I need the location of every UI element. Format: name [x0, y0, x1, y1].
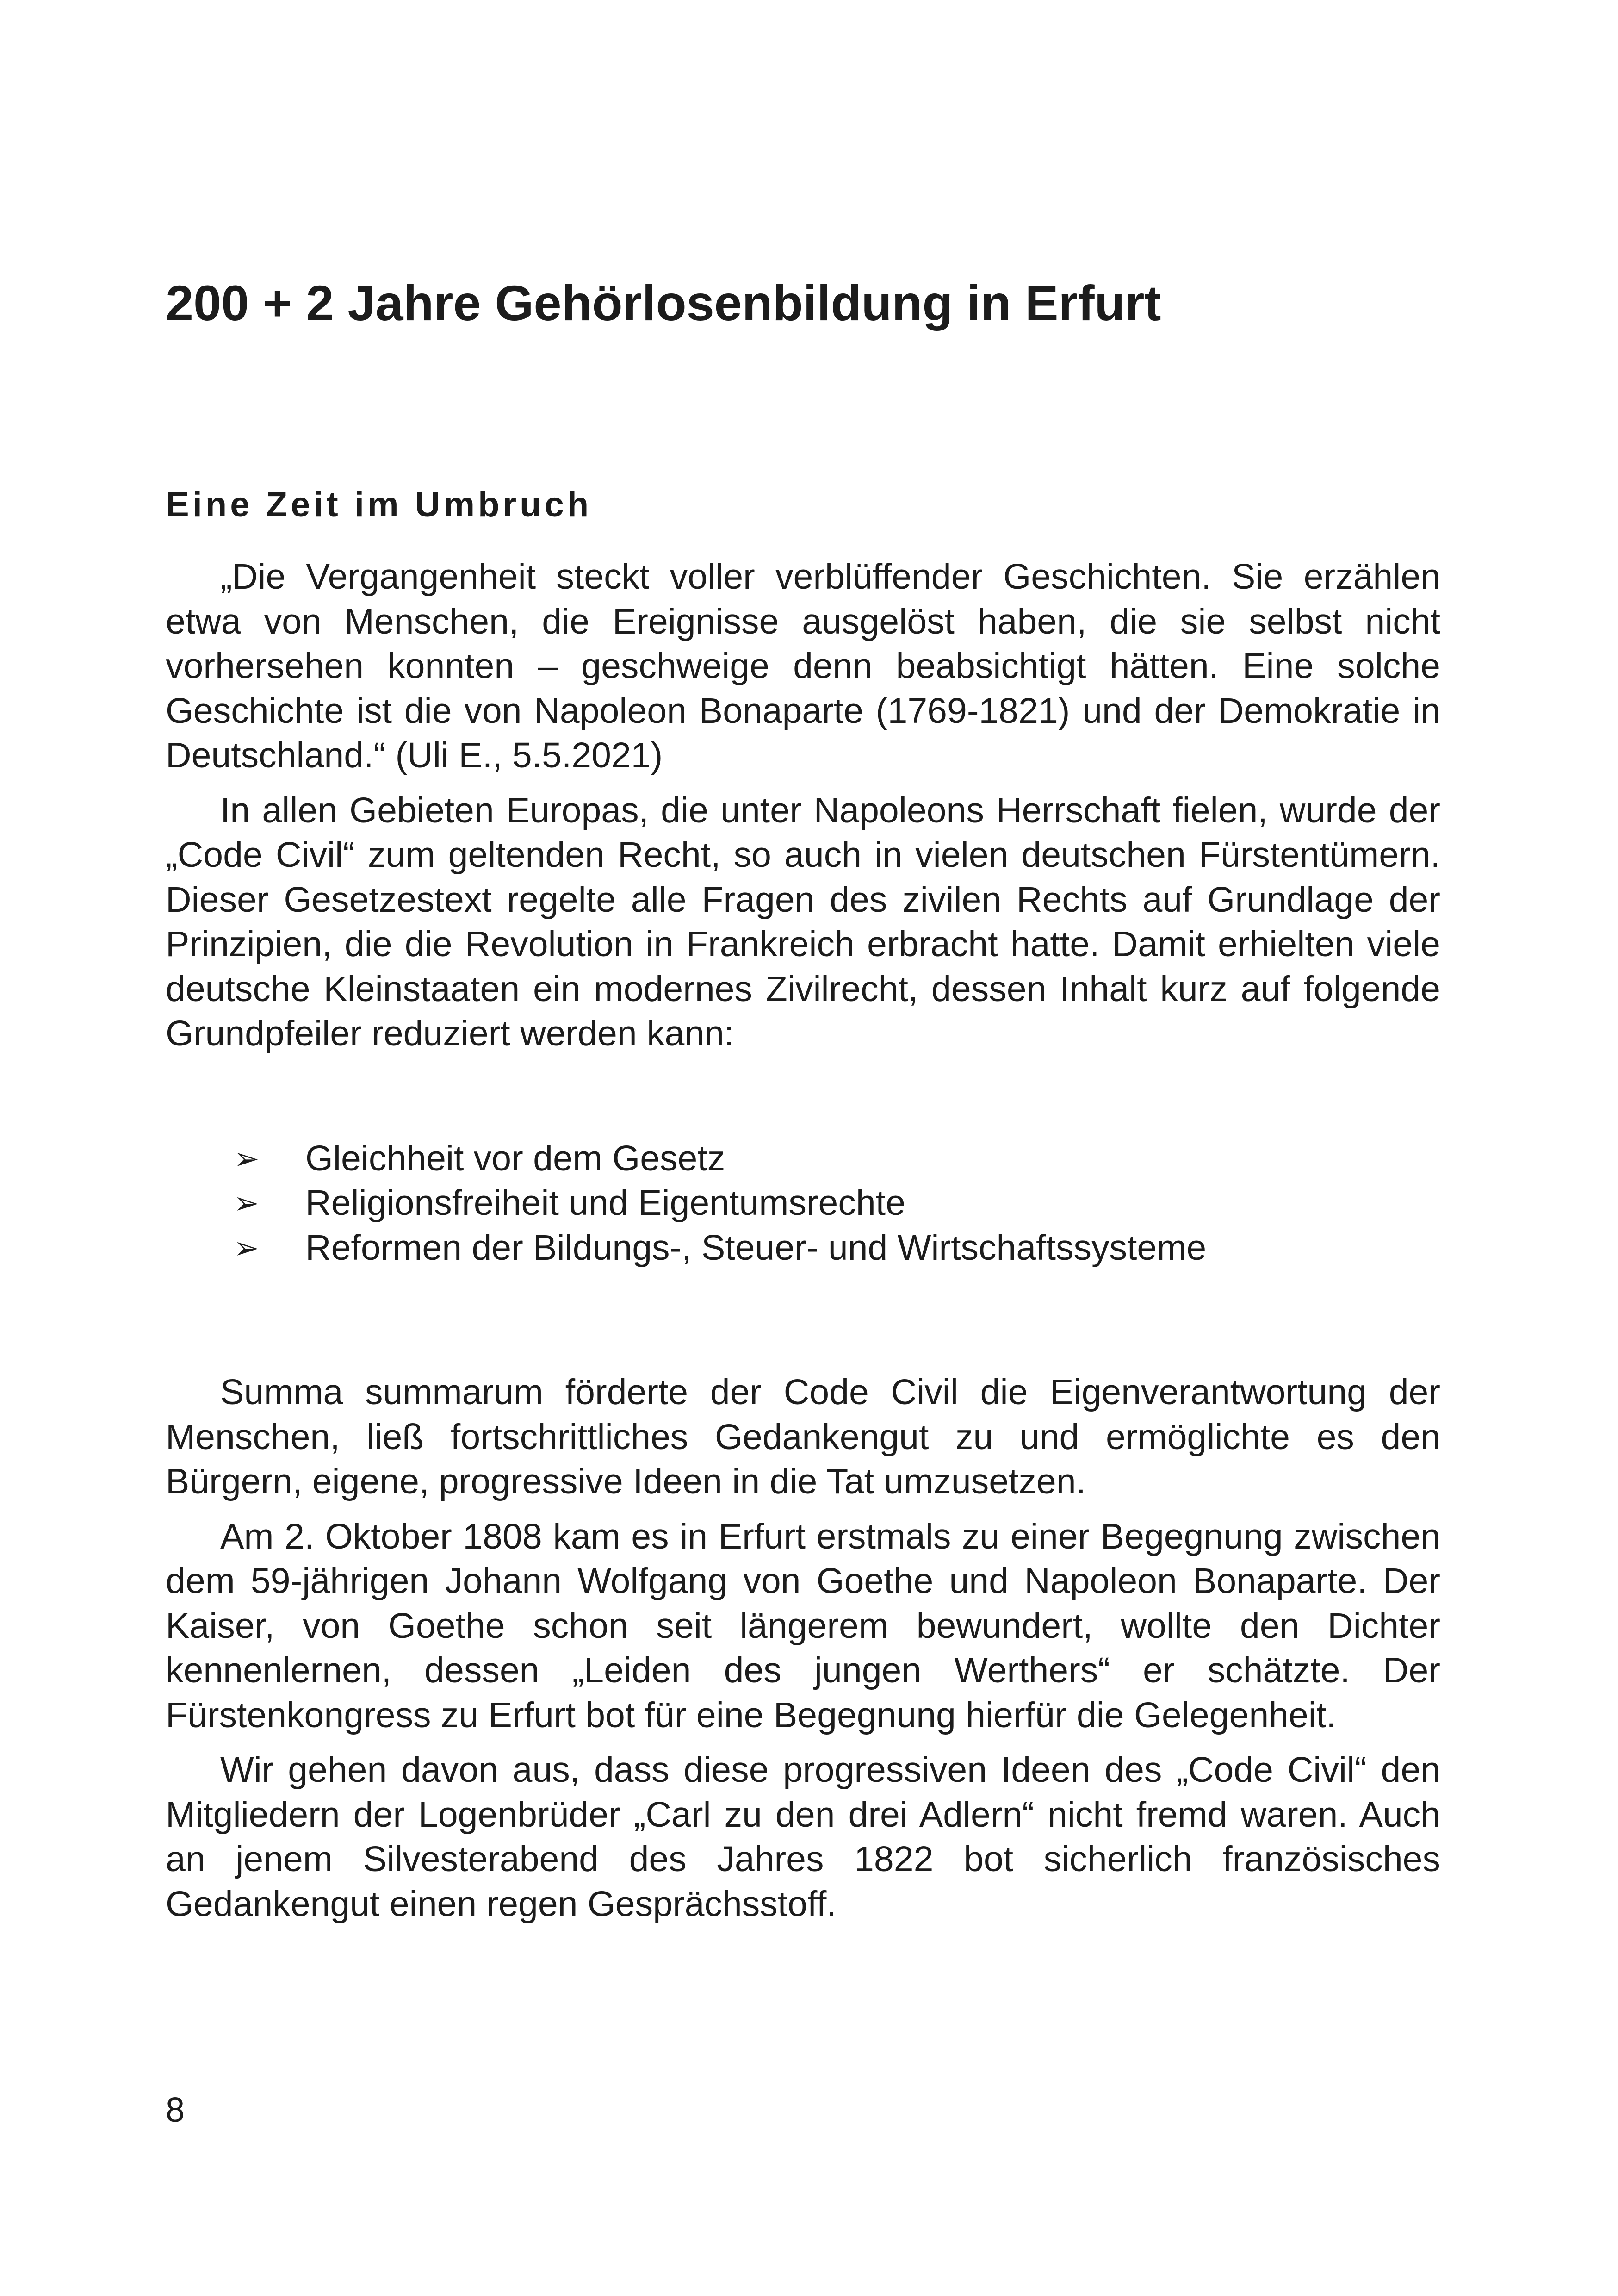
- list-item-text: Gleichheit vor dem Gesetz: [305, 1138, 725, 1178]
- list-item: [234, 1226, 1206, 1270]
- page-number: 8: [166, 2091, 185, 2129]
- paragraph-summary: Summa summarum förderte der Code Civil die Eigenverantwortung der Menschen, ließ fortschrittliches Gedankengut zu und ermöglichte es den Bürgern, eigene, progressive Ideen in die Tat umzusetzen.: [166, 1372, 1440, 1501]
- list-item: [234, 1136, 1206, 1181]
- paragraph-group-1: [166, 554, 1440, 1056]
- arrowhead-bullet-icon: ➢: [234, 1140, 260, 1176]
- arrowhead-bullet-icon: ➢: [234, 1230, 260, 1266]
- list-item-text: Reformen der Bildungs-, Steuer- und Wirtschaftssysteme: [305, 1227, 1207, 1268]
- page-title: 200 + 2 Jahre Gehörlosenbildung in Erfurt: [166, 275, 1161, 331]
- paragraph-goethe-napoleon: Am 2. Oktober 1808 kam es in Erfurt erstmals zu einer Begegnung zwischen dem 59-jährigen Johann Wolfgang von Goethe und Napoleon Bonaparte. Der Kaiser, von Goethe schon seit längerem bewundert, wollte den Dichter kennenlernen, dessen „Leiden des jungen Werthers“ er schätzte. Der Fürstenkongress zu Erfurt bot für eine Begegnung hierfür die Gelegenheit.: [166, 1516, 1440, 1735]
- arrowhead-bullet-icon: ➢: [234, 1185, 260, 1221]
- list-item-text: Religionsfreiheit und Eigentumsrechte: [305, 1183, 905, 1223]
- paragraph-code-civil: In allen Gebieten Europas, die unter Napoleons Herrschaft fielen, wurde der „Code Civil“ zum geltenden Recht, so auch in vielen deutschen Fürstentümern. Dieser Gesetzestext regelte alle Fragen des zivilen Rechts auf Grundlage der Prinzipien, die die Revolution in Frankreich erbracht hatte. Damit erhielten viele deutsche Kleinstaaten ein modernes Zivilrecht, dessen Inhalt kurz auf folgende Grundpfeiler reduziert werden kann:: [166, 790, 1440, 1053]
- paragraph-group-2: [166, 1370, 1440, 1926]
- paragraph-logenbrueder: Wir gehen davon aus, dass diese progressiven Ideen des „Code Civil“ den Mitgliedern der Logenbrüder „Carl zu den drei Adlern“ nicht fremd waren. Auch an jenem Silvesterabend des Jahres 1822 bot sicherlich französisches Gedankengut einen regen Gesprächsstoff.: [166, 1750, 1440, 1924]
- paragraph-quote: „Die Vergangenheit steckt voller verblüffender Geschichten. Sie erzählen etwa von Menschen, die Ereignisse ausgelöst haben, die sie selbst nicht vorhersehen konnten – geschweige denn beabsichtigt hätten. Eine solche Geschichte ist die von Napoleon Bonaparte (1769-1821) und der Demokratie in Deutschland.“ (Uli E., 5.5.2021): [166, 557, 1440, 775]
- list-item: [234, 1181, 1206, 1226]
- section-heading: Eine Zeit im Umbruch: [166, 485, 592, 524]
- bullet-list: [234, 1136, 1206, 1270]
